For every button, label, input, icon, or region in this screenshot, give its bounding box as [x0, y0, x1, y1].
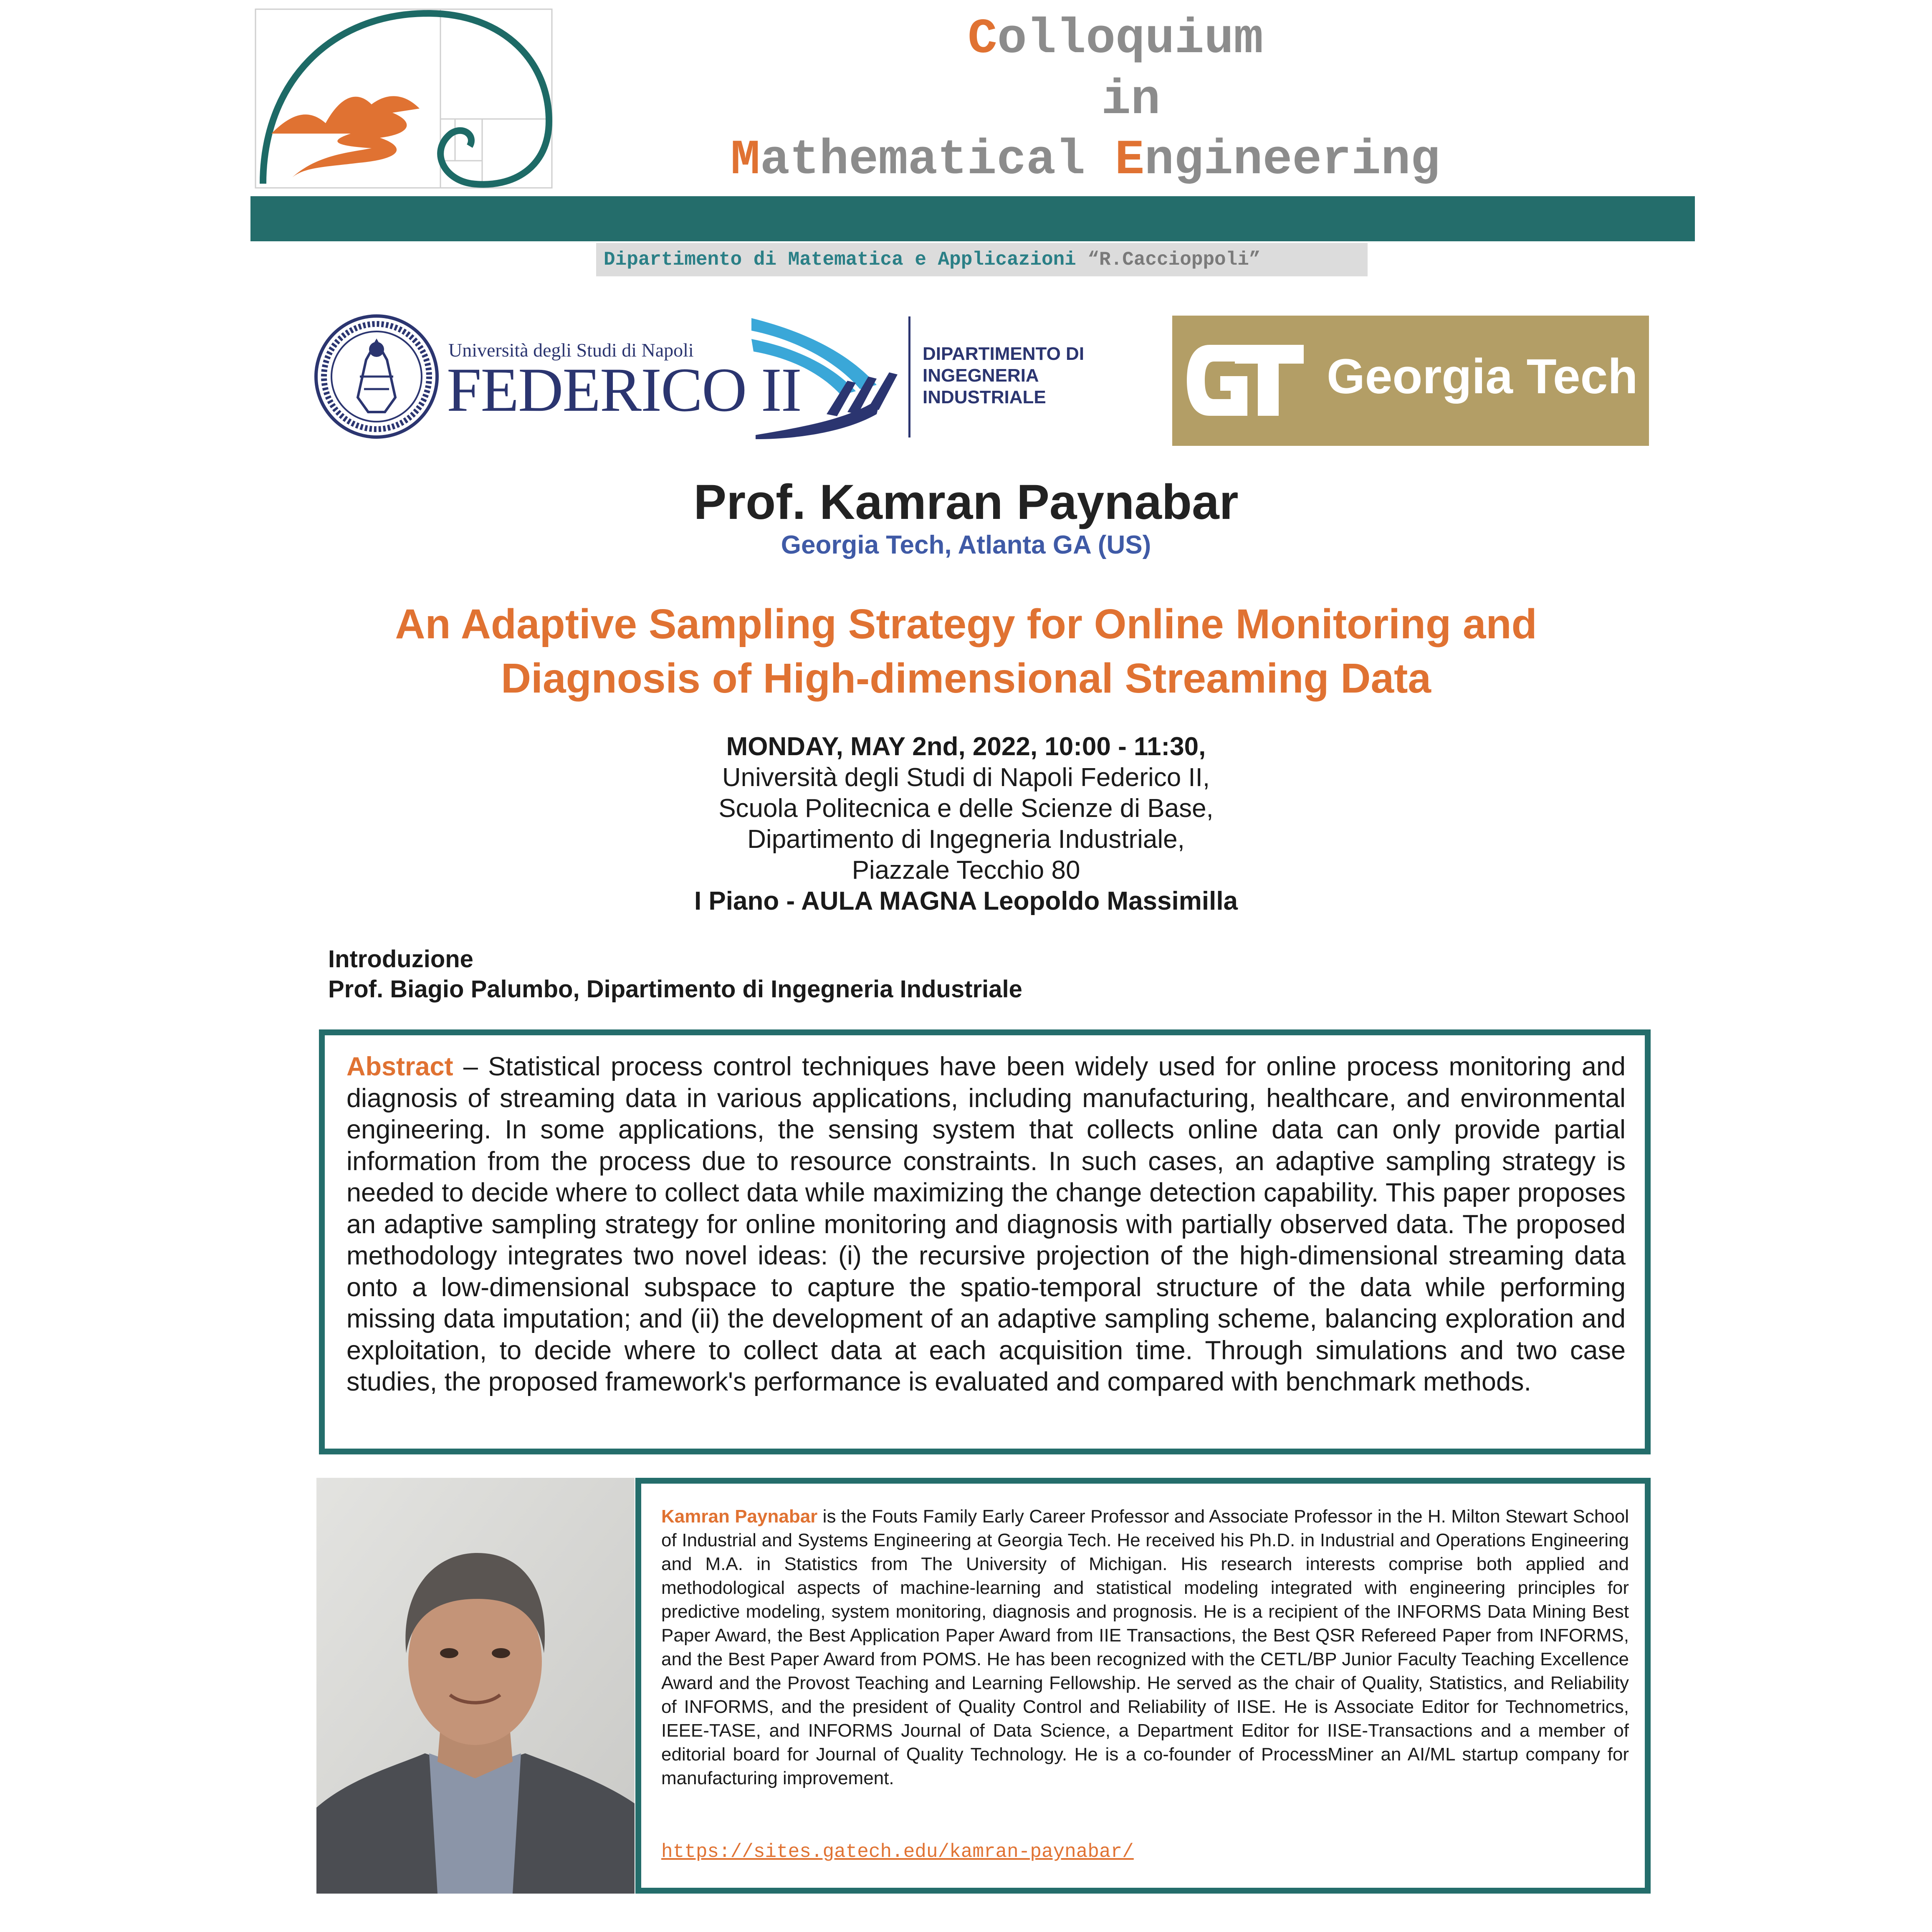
- colloquium-title-line-1: Colloquium: [968, 12, 1264, 67]
- location-line: Dipartimento di Ingegneria Industriale,: [747, 825, 1185, 854]
- header-band: [250, 196, 1695, 241]
- colloquium-title-line-3: Mathematical Engineering: [731, 133, 1440, 188]
- event-room: I Piano - AULA MAGNA Leopoldo Massimilla: [694, 887, 1238, 915]
- bio-website-link[interactable]: https://sites.gatech.edu/kamran-paynabar/: [661, 1841, 1134, 1863]
- abstract-label: Abstract: [346, 1052, 453, 1081]
- speaker-portrait: [316, 1478, 635, 1894]
- introduction: [328, 944, 1022, 1004]
- university-name-big: FEDERICO II: [447, 355, 801, 425]
- speaker-affiliation: Georgia Tech, Atlanta GA (US): [781, 531, 1151, 559]
- university-seal-icon: [314, 314, 439, 439]
- georgia-tech-wordmark: Georgia Tech: [1327, 349, 1638, 404]
- georgia-tech-logo: [1172, 316, 1649, 446]
- abstract-box: [319, 1029, 1651, 1454]
- colloquium-logo: [255, 8, 553, 189]
- location-line: Scuola Politecnica e delle Scienze di Base,: [718, 794, 1214, 823]
- bio-box: [635, 1478, 1651, 1894]
- introduction-heading: Introduzione: [328, 946, 473, 973]
- talk-title: An Adaptive Sampling Strategy for Online Monitoring and Diagnosis of High-dimensional Streaming Data: [395, 601, 1537, 702]
- bio-text: [661, 1505, 1629, 1790]
- abstract-text: [346, 1051, 1626, 1398]
- speaker-name: Prof. Kamran Paynabar: [693, 475, 1239, 530]
- bio-name: Kamran Paynabar: [661, 1506, 818, 1527]
- abstract-body: – Statistical process control techniques have been widely used for online process monitoring and diagnosis of streaming data in various applications, including manufacturing, healthcare, and environmental engineering. In some applications, the sensing system that collects online data can only provide partial information from the process due to resource constraints. In such cases, an adaptive sampling strategy is needed to decide where to collect data while maximizing the change detection capability. This paper proposes an adaptive sampling strategy for online monitoring and diagnosis with partially observed data. The proposed methodology integrates two novel ideas: (i) the recursive projection of the high-dimensional streaming data onto a low-dimensional subspace to capture the spatio-temporal structure of the data while performing missing data imputation; and (ii) the development of an adaptive sampling scheme, balancing exploration and exploitation, to decide where to collect data at each acquisition time. Through simulations and two case studies, the proposed framework's performance is evaluated and compared with benchmark methods.: [346, 1052, 1626, 1396]
- location-line: Piazzale Tecchio 80: [852, 856, 1080, 885]
- logo-separator: [908, 316, 910, 437]
- event-details: [0, 731, 1932, 917]
- dii-chevron-logo: [743, 314, 902, 439]
- department-bar: Dipartimento di Matematica e Applicazioni “R.Caccioppoli”: [596, 243, 1368, 276]
- bio-body: is the Fouts Family Early Career Professor and Associate Professor in the H. Milton Stewart School of Industrial and Systems Engineering at Georgia Tech. He received his Ph.D. in Industrial and Operations Engineering and M.A. in Statistics from The University of Michigan. His research interests comprise both applied and methodological aspects of machine-learning and statistical modeling integrated with engineering principles for predictive modeling, system monitoring, diagnosis and prognosis. He is a recipient of the INFORMS Data Mining Best Paper Award, the Best Application Paper Award from IIE Transactions, the Best QSR Refereed Paper from INFORMS, and the Best Paper Award from POMS. He has been recognized with the CETL/BP Junior Faculty Teaching Excellence Award and the Provost Teaching and Learning Fellowship. He served as the chair of Quality, Statistics, and Reliability of INFORMS, and the president of Quality Control and Reliability of IISE. He is Associate Editor for Technometrics, IEEE-TASE, and INFORMS Journal of Data Science, a Department Editor for IISE-Transactions and a member of editorial board for Journal of Quality Technology. He is a co-founder of ProcessMiner an AI/ML startup company for manufacturing improvement.: [661, 1506, 1629, 1788]
- location-line: Università degli Studi di Napoli Federico II,: [722, 763, 1210, 792]
- gt-monogram-logo: [1185, 341, 1306, 420]
- introduction-by: Prof. Biagio Palumbo, Dipartimento di Ingegneria Industriale: [328, 976, 1022, 1003]
- dii-name: DIPARTIMENTO DI INGEGNERIA INDUSTRIALE: [923, 344, 1085, 407]
- colloquium-title-line-2: in: [1101, 73, 1161, 128]
- university-name-small: Università degli Studi di Napoli: [448, 339, 694, 361]
- event-datetime: MONDAY, MAY 2nd, 2022, 10:00 - 11:30,: [726, 732, 1206, 761]
